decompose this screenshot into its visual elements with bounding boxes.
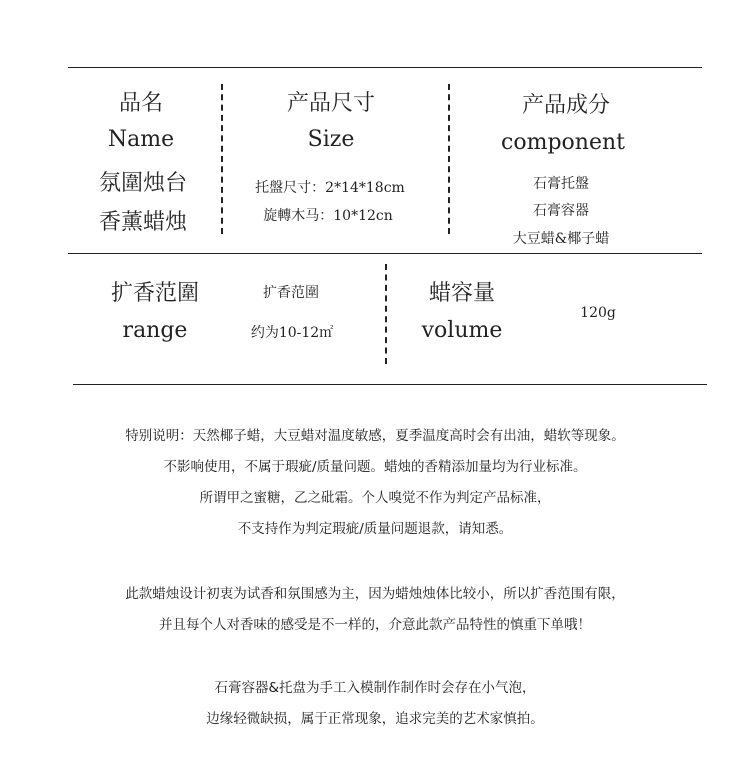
note-line: 不支持作为判定瑕疵/质量问题退款，请知悉。 (237, 521, 513, 537)
range-label-cn: 扩香范圍 (110, 281, 200, 306)
component-label-cn: 产品成分 (521, 93, 611, 118)
size-value-line2: 旋轉木马：10*12cn (263, 208, 393, 224)
table-top-rule (68, 67, 702, 68)
volume-label-cn: 蜡容量 (428, 281, 496, 306)
component-label-en: component (501, 130, 625, 155)
size-label-en: Size (307, 127, 355, 152)
note-line: 石膏容器&托盘为手工入模制作制作时会存在小气泡， (214, 680, 536, 696)
table-middle-rule (68, 253, 702, 254)
note-line: 此款蜡烛设计初衷为试香和氛围感为主，因为蜡烛烛体比较小，所以扩香范围有限， (125, 586, 625, 602)
note-line: 不影响使用，不属于瑕疵/质量问题。蜡烛的香精添加量均为行业标准。 (163, 459, 587, 475)
note-line: 并且每个人对香味的感受是不一样的，介意此款产品特性的慎重下单哦！ (159, 617, 591, 633)
volume-value: 120g (580, 305, 616, 321)
name-value-line1: 氛圍烛台 (98, 171, 188, 196)
component-item-2: 石膏容器 (533, 203, 589, 219)
notes-block-3 (0, 673, 750, 735)
note-line: 特别说明：天然椰子蜡，大豆蜡对温度敏感，夏季温度高时会有出油，蜡软等现象。 (125, 428, 625, 444)
table-bottom-rule (73, 384, 707, 385)
column-divider-1 (221, 84, 223, 234)
size-value-line1: 托盤尺寸：2*14*18cm (255, 180, 405, 196)
range-label-en: range (122, 318, 188, 343)
range-value-line2: 约为10-12㎡ (250, 325, 334, 341)
column-divider-2 (448, 84, 450, 234)
name-label-en: Name (107, 127, 175, 152)
notes-block-1 (0, 421, 750, 545)
name-label-cn: 品名 (118, 91, 164, 116)
volume-label-en: volume (421, 318, 503, 343)
column-divider-3 (385, 264, 387, 364)
note-line: 所谓甲之蜜糖，乙之砒霜。个人嗅觉不作为判定产品标准， (199, 490, 551, 506)
range-value-line1: 扩香范圍 (263, 285, 319, 301)
name-value-line2: 香薰蜡烛 (98, 210, 188, 235)
notes-block-2 (0, 579, 750, 641)
size-label-cn: 产品尺寸 (286, 91, 376, 116)
component-item-3: 大豆蜡&椰子蜡 (512, 231, 610, 247)
component-item-1: 石膏托盤 (533, 176, 589, 192)
note-line: 边缘轻微缺损，属于正常现象，追求完美的艺术家慎拍。 (206, 711, 544, 727)
